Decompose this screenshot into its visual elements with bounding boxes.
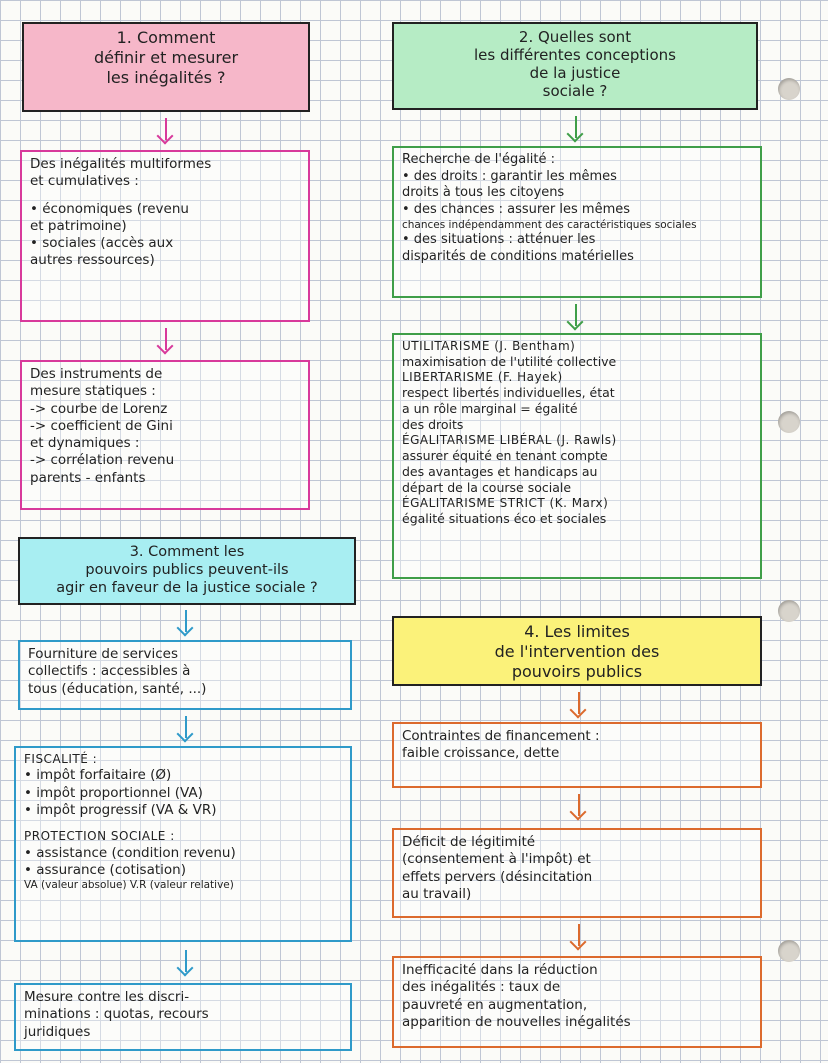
text-line: collectifs : accessibles à [28,663,191,680]
text-line: faible croissance, dette [402,745,560,762]
equality-research-box [392,146,762,298]
arrow-down-icon [575,304,577,326]
text-line: Déficit de légitimité [402,834,536,850]
text-line: • assistance (condition revenu) [24,844,236,861]
text-line: juridiques [24,1023,91,1040]
text-line: des droits [402,417,464,433]
financing-constraints-box [392,722,762,788]
text-line: respect libertés individuelles, état [402,385,615,401]
question-3-line: agir en faveur de la justice sociale ? [56,580,318,597]
arrow-down-icon [185,716,187,738]
text-line: départ de la course sociale [402,479,572,495]
text-line: assurer équité en tenant compte [402,448,608,464]
text-line: Contraintes de financement : [402,728,600,744]
social-protection-label: PROTECTION SOCIALE : [24,829,175,844]
text-line: -> courbe de Lorenz [30,400,168,417]
measure-instruments-box [20,360,310,510]
text-line: pauvreté en augmentation, [402,996,588,1013]
liberal-egalitarianism-label: ÉGALITARISME LIBÉRAL (J. Rawls) [402,432,617,447]
text-line: apparition de nouvelles inégalités [402,1013,631,1030]
text-line: • économiques (revenu [30,200,189,217]
text-line: Des inégalités multiformes [30,156,212,172]
text-line: • sociales (accès aux [30,235,174,252]
question-4-box [392,616,762,686]
arrow-down-icon [578,692,580,714]
text-line: et cumulatives : [30,173,139,190]
binder-hole-icon [778,78,800,100]
text-line: Recherche de l'égalité : [402,152,556,167]
strict-egalitarianism-label: ÉGALITARISME STRICT (K. Marx) [402,495,609,510]
text-line: au travail) [402,885,472,902]
question-1-line: 1. Comment [116,28,216,47]
text-line: autres ressources) [30,252,155,269]
question-1-line: les inégalités ? [106,68,226,87]
arrow-down-icon [578,924,580,946]
arrow-down-icon [185,610,187,632]
text-line: minations : quotas, recours [24,1006,209,1023]
utilitarianism-label: UTILITARISME (J. Bentham) [402,339,576,353]
legitimacy-deficit-box [392,828,762,918]
inequalities-types-box [20,150,310,322]
text-line: des inégalités : taux de [402,979,561,996]
question-2-line: 2. Quelles sont [518,28,632,46]
taxation-protection-box [14,746,352,942]
text-line: droits à tous les citoyens [402,185,565,201]
arrow-down-icon [578,794,580,816]
public-services-box [18,640,352,710]
text-line: Inefficacité dans la réduction [402,962,598,978]
inefficiency-box [392,956,762,1048]
spacer [30,191,300,201]
question-4-line: 4. Les limites [524,622,630,641]
text-line: • des situations : atténuer les [402,231,596,247]
text-line: mesure statiques : [30,383,156,400]
text-line: • des droits : garantir les mêmes [402,168,617,184]
text-line: a un rôle marginal = égalité [402,401,578,417]
text-line: • impôt forfaitaire (Ø) [24,767,172,784]
arrow-down-icon [185,950,187,972]
text-line: parents - enfants [30,469,146,486]
text-line: et dynamiques : [30,435,140,452]
binder-hole-icon [778,600,800,622]
text-line: Fourniture de services [28,646,178,662]
justice-conceptions-box [392,333,762,579]
text-line: tous (éducation, santé, ...) [28,680,207,697]
question-3-line: pouvoirs publics peuvent-ils [85,562,289,579]
text-line: -> coefficient de Gini [30,417,173,434]
text-line: et patrimoine) [30,217,127,234]
text-line: maximisation de l'utilité collective [402,354,617,370]
text-line: chances indépendamment des caractéristiques sociales [402,218,697,231]
question-2-line: sociale ? [542,82,608,100]
libertarianism-label: LIBERTARISME (F. Hayek) [402,370,563,385]
text-line: Des instruments de [30,366,163,382]
text-line: (consentement à l'impôt) et [402,851,591,868]
text-line: • impôt progressif (VA & VR) [24,801,217,818]
text-line: effets pervers (désincitation [402,868,593,885]
arrow-down-icon [165,118,167,140]
question-3-box [18,537,356,605]
text-line: -> corrélation revenu [30,452,175,469]
question-3-line: 3. Comment les [129,544,245,560]
arrow-down-icon [165,328,167,350]
question-2-line: les différentes conceptions [474,46,676,64]
question-2-box [392,22,758,110]
question-4-line: de l'intervention des [494,642,660,661]
text-line: • des chances : assurer les mêmes [402,201,631,217]
question-4-line: pouvoirs publics [511,662,643,681]
taxation-label: FISCALITÉ : [24,752,98,766]
arrow-down-icon [575,116,577,138]
question-1-line: définir et mesurer [93,48,239,67]
question-1-box [22,22,310,112]
binder-hole-icon [778,940,800,962]
question-2-line: de la justice [529,64,621,82]
text-line: • impôt proportionnel (VA) [24,784,203,801]
binder-hole-icon [778,411,800,433]
spacer [24,819,342,829]
text-line: • assurance (cotisation) [24,861,186,878]
text-line: des avantages et handicaps au [402,464,598,480]
text-line: disparités de conditions matérielles [402,248,634,264]
text-line: égalité situations éco et sociales [402,511,607,527]
text-line: Mesure contre les discri- [24,989,190,1005]
anti-discrimination-box [14,983,352,1051]
abbreviation-note: VA (valeur absolue) V.R (valeur relative) [24,879,234,892]
